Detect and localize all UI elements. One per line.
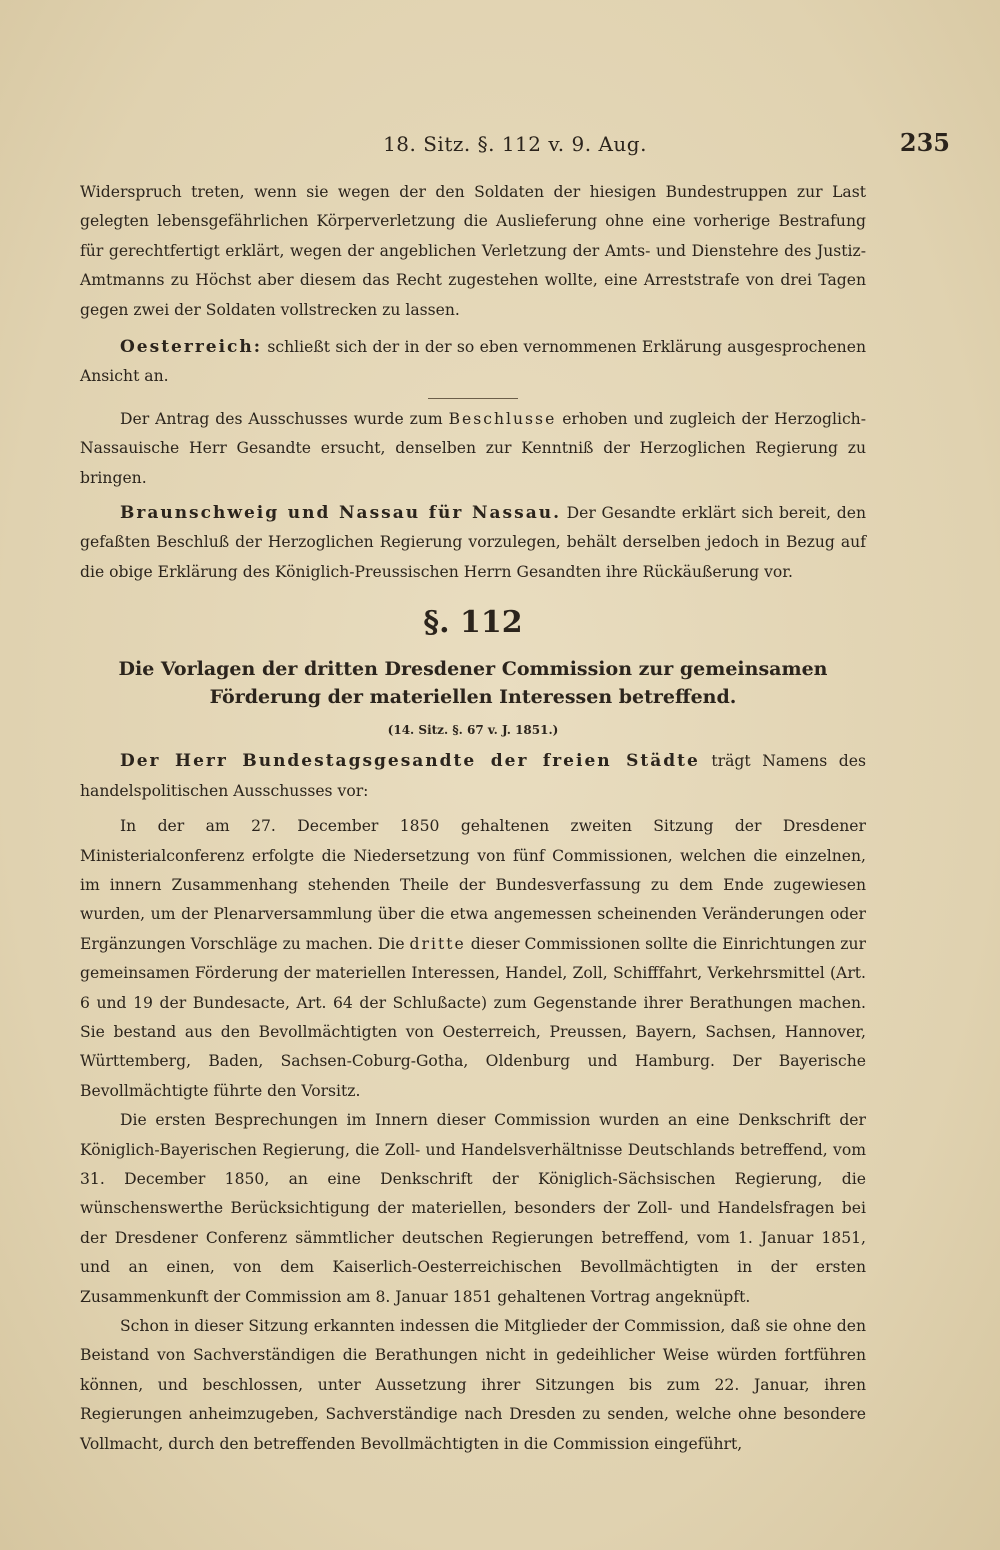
paragraph-body-2: Die ersten Besprechungen im Innern dieser Commission wurden an eine Denkschrift der Königlich-Bayerischen Regierung, die Zoll- und Handelsverhältnisse Deutschlands betreffend, vom 31. December 1850, an eine Denkschrift der Königlich-Sächsischen Regierung, die wünschenswerthe Berücksichtigung der materiellen, besonders der Zoll- und Handelsfragen bei der Dresdener Conferenz sämmtlicher deutschen Regierungen betreffend, vom 1. Januar 1851, und an einen, von dem Kaiserlich-Oesterreichischen Bevollmächtigten in der ersten Zusammenkunft der Commission am 8. Januar 1851 gehaltenen Vortrag angeknüpft. xyxy=(80,1111,866,1306)
paragraph-body-3: Schon in dieser Sitzung erkannten indessen die Mitglieder der Commission, daß sie ohne den Beistand von Sachverständigen die Berathungen nicht in gedeihlicher Weise würden fortführen können, und beschlossen, unter Aussetzung ihrer Sitzungen bis zum 22. Januar, ihren Regierungen anheimzugeben, Sachverständige nach Dresden zu senden, welche ohne besondere Vollmacht, durch den betreffenden Bevollmächtigten in die Commission eingeführt, xyxy=(80,1317,866,1453)
paragraph-continuation: Widerspruch treten, wenn sie wegen der den Soldaten der hiesigen Bundestruppen zur Last gelegten lebensgefährlichen Körperverletzung die Auslieferung ohne eine vorherige Bestrafung für gerechtfertigt erklärt, wegen der angeblichen Verletzung der Amts- und Dienstehre des Justiz-Amtmanns zu Höchst aber diesem das Recht zugestehen wollte, eine Arreststrafe von drei Tagen gegen zwei der Soldaten vollstrecken zu lassen. xyxy=(80,183,866,319)
section-citation: (14. Sitz. §. 67 v. J. 1851.) xyxy=(387,723,559,738)
speaker-name: Der Herr Bundestagsgesandte der freien Städte xyxy=(120,751,700,772)
running-head: 18. Sitz. §. 112 v. 9. Aug. xyxy=(383,132,647,156)
paragraph-braunschweig xyxy=(80,499,866,587)
page-body xyxy=(80,178,866,1459)
paragraph-text: erhoben und zugleich der Herzoglich-Nassauische Herr Gesandte ersucht, denselben zur Kenntniß der Herzoglichen Regierung zu bringen. xyxy=(80,409,866,487)
paragraph-oesterreich xyxy=(80,333,866,392)
divider-rule xyxy=(428,398,518,399)
paragraph-text: dieser Commissionen sollte die Einrichtungen zur gemeinsamen Förderung der materiellen Interessen, Handel, Zoll, Schifffahrt, Verkehrsmittel (Art. 6 und 19 der Bundesacte, Art. 64 der Schlußacte) zum Gegenstande ihrer Berathungen machen. Sie bestand aus den Bevollmächtigten von Oesterreich, Preussen, Bayern, Sachsen, Hannover, Württemberg, Baden, Sachsen-Coburg-Gotha, Oldenburg und Hamburg. Der Bayerische Bevollmächtigte führte den Vorsitz. xyxy=(80,934,866,1100)
emphasis-text: dritte xyxy=(409,934,466,953)
paragraph-text: trägt Namens des handelspolitischen Ausschusses vor: xyxy=(80,752,866,800)
paragraph-body-1 xyxy=(80,812,866,1106)
paragraph-text: schließt sich der in der so eben vernommenen Erklärung ausgesprochenen Ansicht an. xyxy=(80,338,866,386)
paragraph-resolution xyxy=(80,405,866,493)
section-mark: §. 112 xyxy=(423,605,523,641)
speaker-name: Braunschweig und Nassau für Nassau. xyxy=(120,503,561,524)
paragraph-text: Der Gesandte erklärt sich bereit, den gefaßten Beschluß der Herzoglichen Regierung vorzulegen, behält derselben jedoch in Bezug auf die obige Erklärung des Königlich-Preussischen Herrn Gesandten ihre Rückäußerung vor. xyxy=(80,504,866,581)
paragraph-intro xyxy=(80,747,866,806)
paragraph-text: Der Antrag des Ausschusses wurde zum xyxy=(120,409,449,428)
paragraph-text: In der am 27. December 1850 gehaltenen zweiten Sitzung der Dresdener Ministerialconferenz erfolgte die Niedersetzung von fünf Commissionen, welchen die einzelnen, im innern Zusammenhang stehenden Theile der Bundesverfassung zu dem Ende zugewiesen wurden, um der Plenarversammlung über die etwa angemessen scheinenden Veränderungen oder Ergänzungen Vorschläge zu machen. Die xyxy=(80,817,866,953)
section-title: Die Vorlagen der dritten Dresdener Commission zur gemeinsamen Förderung der materiellen Interessen betreffend. xyxy=(118,658,828,709)
page-number: 235 xyxy=(899,128,950,157)
page-header xyxy=(80,128,950,162)
emphasis-text: Beschlusse xyxy=(448,409,557,428)
speaker-name: Oesterreich: xyxy=(120,337,263,358)
